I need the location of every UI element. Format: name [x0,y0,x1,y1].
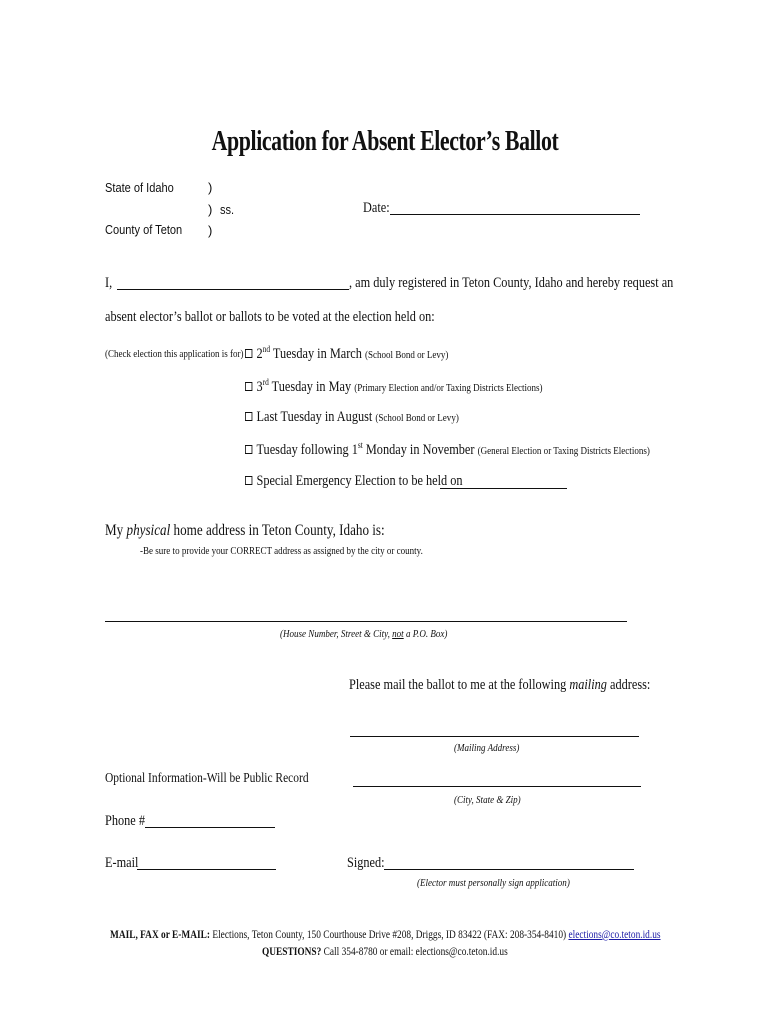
statement-line2: absent elector’s ballot or ballots to be voted at the election held on: [105,309,435,325]
county-label: County of Teton [105,222,183,237]
footer-questions-label: QUESTIONS? [262,944,322,958]
form-title: Application for Absent Elector’s Ballot [211,126,559,157]
name-input-line[interactable] [117,277,349,290]
venue-paren-bottom: ) [208,223,213,238]
date-label: Date: [363,200,390,216]
checkbox-march[interactable] [245,349,252,358]
special-election-date-line[interactable] [440,476,567,489]
checkbox-november[interactable] [245,445,252,454]
signature-caption: (Elector must personally sign application) [417,877,570,889]
physical-address-heading: My physical home address in Teton County, Idaho is: [105,522,385,539]
footer-mail-line [110,927,661,942]
election-detail: (General Election or Taxing Districts Elections) [477,445,650,457]
footer-questions-line [262,944,508,959]
city-state-zip-line[interactable] [353,774,641,787]
statement-prefix: I, [105,275,113,291]
physical-address-caption: (House Number, Street & City, not a P.O. Box) [280,628,448,640]
check-instruction: (Check election this application is for) [105,348,244,360]
physical-address-line[interactable] [105,609,627,622]
footer-questions-text: Call 354-8780 or email: elections@co.teton.id.us [323,944,508,958]
email-label: E-mail [105,855,139,871]
date-input-line[interactable] [390,202,640,215]
venue-paren-top: ) [208,180,213,195]
election-detail: (School Bond or Levy) [375,412,459,424]
mailing-address-line[interactable] [350,724,639,737]
checkbox-august[interactable] [245,412,252,421]
optional-info-heading: Optional Information-Will be Public Record [105,771,309,786]
checkbox-may[interactable] [245,382,252,391]
ss-label: ss. [220,202,235,217]
footer-mail-label: MAIL, FAX or E-MAIL: [110,927,211,941]
mailing-address-caption: (Mailing Address) [454,742,520,754]
election-option-special[interactable]: Special Emergency Election to be held on [245,473,463,490]
address-note: -Be sure to provide your CORRECT address as assigned by the city or county. [140,545,423,557]
mailing-prompt: Please mail the ballot to me at the following mailing address: [349,677,651,693]
election-option-november[interactable]: Tuesday following 1st Monday in November (General Election or Taxing Districts Elections) [245,440,650,459]
email-input-line[interactable] [137,857,276,870]
city-state-zip-caption: (City, State & Zip) [454,794,521,806]
signature-line[interactable] [384,857,634,870]
signature-label: Signed: [347,855,385,871]
state-label: State of Idaho [105,180,174,195]
election-detail: (School Bond or Levy) [365,349,449,361]
election-detail: (Primary Election and/or Taxing Districts Elections) [354,382,543,394]
checkbox-special[interactable] [245,476,252,485]
phone-label: Phone # [105,813,145,829]
election-option-august[interactable]: Last Tuesday in August (School Bond or Levy) [245,409,459,426]
election-option-march[interactable]: 2nd Tuesday in March (School Bond or Levy) [245,344,448,363]
footer-mail-text: Elections, Teton County, 150 Courthouse Drive #208, Driggs, ID 83422 (FAX: 208-354-8410) [212,927,567,941]
footer-email-link[interactable]: elections@co.teton.id.us [568,927,661,941]
statement-suffix: , am duly registered in Teton County, Idaho and hereby request an [349,275,674,291]
election-option-may[interactable]: 3rd Tuesday in May (Primary Election and/or Taxing Districts Elections) [245,377,543,396]
phone-input-line[interactable] [145,815,275,828]
venue-paren-mid: ) [208,202,213,217]
